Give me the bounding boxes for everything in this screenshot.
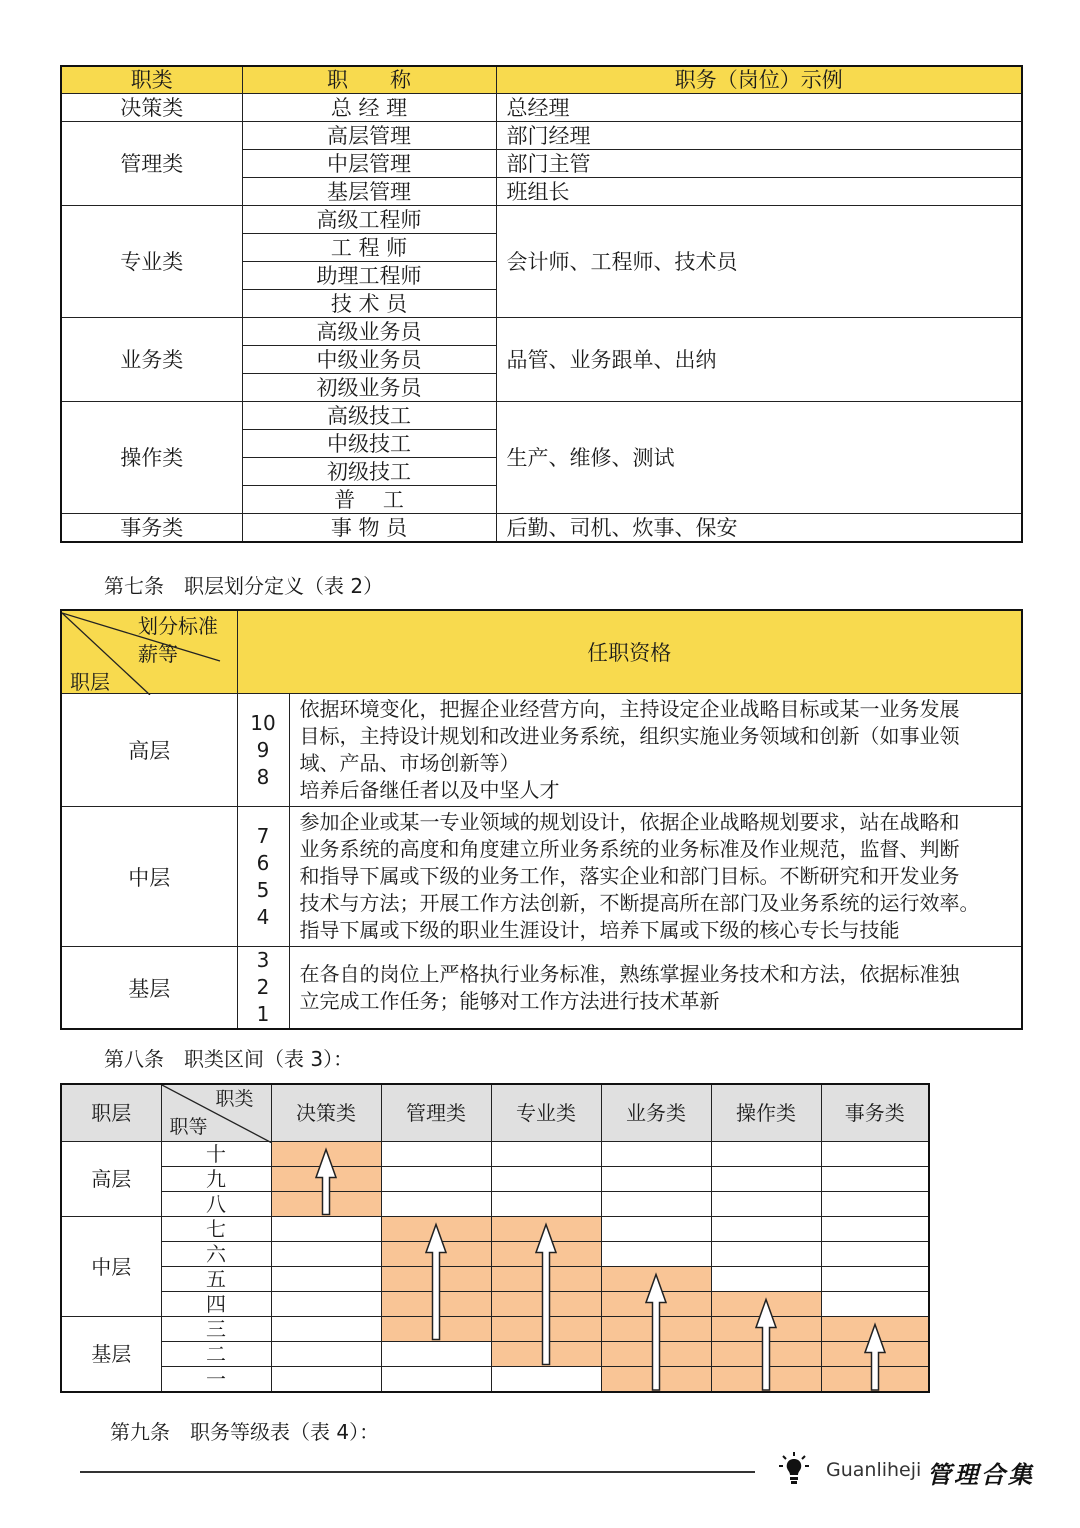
grade-cell: 八 [161,1192,271,1217]
range-cell [711,1192,821,1217]
grade-cell: 一 [161,1367,271,1393]
article-8-heading: 第八条 职类区间（表 3）： [104,1047,354,1071]
table3-row [61,1342,929,1367]
title-cell: 基层管理 [242,178,496,206]
table1-header-row [61,66,1022,94]
range-cell-active [381,1267,491,1292]
category-header: 专业类 [491,1084,601,1142]
qualification-cell [289,807,1022,947]
table3-row [61,1217,929,1242]
range-cell-active [711,1317,821,1342]
qualification-line: 技术与方法；开展工作方法创新，不断提高所在部门及业务系统的运行效率。 [299,891,980,915]
table3-row [61,1192,929,1217]
range-cell-active [711,1292,821,1317]
range-cell [491,1367,601,1393]
grade-number: 5 [256,877,270,902]
table1-row [61,318,1022,346]
range-cell-active [491,1242,601,1267]
range-cell-active [271,1142,381,1167]
level-cell: 高层 [61,694,237,807]
example-cell: 生产、维修、测试 [496,402,1022,514]
table2-header-row [61,610,1022,694]
job-level-definition-table [60,609,1023,1030]
range-cell [601,1217,711,1242]
category-header: 管理类 [381,1084,491,1142]
range-cell-active [271,1167,381,1192]
table2-corner-level: 职层 [70,670,110,694]
table2-header-qualification: 任职资格 [237,610,1022,694]
grade-cell [237,694,289,807]
title-cell: 中级业务员 [242,346,496,374]
range-cell-active [601,1267,711,1292]
title-cell: 高级技工 [242,402,496,430]
title-cell: 高级工程师 [242,206,496,234]
range-cell [491,1167,601,1192]
category-header: 业务类 [601,1084,711,1142]
qualification-line: 业务系统的高度和角度建立所业务系统的业务标准及作业规范，监督、判断 [299,837,960,861]
grade-number: 1 [256,1002,270,1026]
range-cell [711,1242,821,1267]
grade-cell: 四 [161,1292,271,1317]
table3-row [61,1292,929,1317]
table3-row [61,1142,929,1167]
title-cell: 技 术 员 [242,290,496,318]
job-category-table [60,65,1023,543]
category-cell: 专业类 [61,206,242,318]
grade-cell [237,947,289,1030]
table3-corner-grade: 职等 [169,1116,208,1138]
table2-row [61,947,1022,1030]
qualification-line: 培养后备继任者以及中坚人才 [299,778,560,802]
range-cell [821,1142,929,1167]
range-cell-active [271,1192,381,1217]
table3-corner-category: 职类 [215,1088,254,1110]
table3-row [61,1367,929,1393]
qualification-line: 指导下属或下级的职业生涯设计，培养下属或下级的核心专长与技能 [299,918,900,942]
range-cell-active [491,1292,601,1317]
range-cell [271,1342,381,1367]
range-cell [711,1267,821,1292]
grade-number: 9 [256,737,270,762]
range-cell [601,1167,711,1192]
title-cell: 中级技工 [242,430,496,458]
title-cell: 事 物 员 [242,514,496,543]
lightbulb-icon [778,1451,810,1485]
qualification-line: 立完成工作任务；能够对工作方法进行技术革新 [299,988,720,1013]
grade-cell: 七 [161,1217,271,1242]
qualification-line: 目标，主持设计规划和改进业务系统，组织实施业务领域和创新（如事业领 [299,724,960,748]
range-cell-active [821,1317,929,1342]
range-cell [711,1142,821,1167]
title-cell: 初级业务员 [242,374,496,402]
table1-header-example: 职务（岗位）示例 [496,66,1022,94]
category-header: 决策类 [271,1084,381,1142]
range-cell-active [601,1317,711,1342]
range-cell [601,1142,711,1167]
range-cell [711,1217,821,1242]
range-cell [271,1292,381,1317]
range-cell [601,1242,711,1267]
range-cell [271,1367,381,1393]
footer-brand-chinese: 管理合集 [927,1460,1035,1489]
qualification-line: 在各自的岗位上严格执行业务标准，熟练掌握业务技术和方法，依据标准独 [299,961,960,986]
range-cell-active [381,1317,491,1342]
title-cell: 总 经 理 [242,94,496,122]
title-cell: 高级业务员 [242,318,496,346]
range-cell [821,1292,929,1317]
range-cell-active [711,1367,821,1393]
range-cell [271,1267,381,1292]
range-cell-active [601,1342,711,1367]
range-cell [271,1242,381,1267]
example-cell: 班组长 [496,178,1022,206]
grade-cell [237,807,289,947]
title-cell: 中层管理 [242,150,496,178]
range-cell [821,1167,929,1192]
range-cell-active [381,1292,491,1317]
qualification-cell [289,694,1022,807]
example-cell: 会计师、工程师、技术员 [496,206,1022,318]
grade-cell: 十 [161,1142,271,1167]
category-cell: 决策类 [61,94,242,122]
range-cell [271,1217,381,1242]
range-cell-active [491,1317,601,1342]
table1-row [61,122,1022,150]
table2-corner-grade: 薪等 [138,642,178,666]
range-cell-active [491,1267,601,1292]
article-9-heading: 第九条 职务等级表（表 4）： [110,1420,380,1444]
range-cell [601,1192,711,1217]
category-cell: 业务类 [61,318,242,402]
category-cell: 操作类 [61,402,242,514]
title-cell: 普 工 [242,486,496,514]
grade-number: 7 [256,823,270,848]
table1-row [61,402,1022,430]
table3-row [61,1317,929,1342]
table2-corner-cell [61,610,237,694]
range-cell-active [601,1292,711,1317]
qualification-line: 依据环境变化，把握企业经营方向，主持设定企业战略目标或某一业务发展 [299,697,960,721]
grade-number: 3 [256,948,270,972]
table3-header-level: 职层 [61,1084,161,1142]
level-cell: 基层 [61,947,237,1030]
table3-header-row [61,1084,929,1142]
grade-cell: 三 [161,1317,271,1342]
range-cell [821,1242,929,1267]
range-cell-active [491,1342,601,1367]
range-cell-active [711,1342,821,1367]
table2-row [61,694,1022,807]
title-cell: 助理工程师 [242,262,496,290]
range-cell-active [381,1217,491,1242]
table1-row [61,514,1022,543]
grade-number: 10 [250,710,276,735]
table1-header-category: 职类 [61,66,242,94]
qualification-cell [289,947,1022,1030]
grade-number: 4 [256,904,270,929]
table3-row [61,1242,929,1267]
range-cell [821,1267,929,1292]
range-cell-active [821,1367,929,1393]
footer-divider [80,1471,755,1473]
range-cell [381,1342,491,1367]
table3-row [61,1167,929,1192]
level-cell: 基层 [61,1317,161,1393]
level-cell: 高层 [61,1142,161,1217]
grade-cell: 五 [161,1267,271,1292]
category-cell: 事务类 [61,514,242,543]
category-header: 事务类 [821,1084,929,1142]
qualification-line: 参加企业或某一专业领域的规划设计，依据企业战略规划要求，站在战略和 [299,810,960,834]
article-7-heading: 第七条 职层划分定义（表 2） [104,574,384,598]
grade-cell: 二 [161,1342,271,1367]
range-cell-active [381,1242,491,1267]
category-header: 操作类 [711,1084,821,1142]
grade-cell: 六 [161,1242,271,1267]
range-cell [491,1142,601,1167]
grade-cell: 九 [161,1167,271,1192]
range-cell-active [821,1342,929,1367]
footer-brand-english: Guanliheji [826,1459,922,1481]
table1-header-title: 职 称 [242,66,496,94]
title-cell: 高层管理 [242,122,496,150]
qualification-line: 和指导下属或下级的业务工作，落实企业和部门目标。不断研究和开发业务 [299,864,960,888]
table3-corner-cell [161,1084,271,1142]
table3-row [61,1267,929,1292]
example-cell: 总经理 [496,94,1022,122]
grade-number: 2 [256,975,270,999]
range-cell [271,1317,381,1342]
range-cell [821,1217,929,1242]
range-cell [381,1167,491,1192]
category-cell: 管理类 [61,122,242,206]
example-cell: 部门经理 [496,122,1022,150]
grade-number: 8 [256,764,270,789]
job-category-range-table [60,1083,930,1393]
example-cell: 后勤、司机、炊事、保安 [496,514,1022,543]
qualification-line: 域、产品、市场创新等） [299,751,520,775]
range-cell [381,1192,491,1217]
table1-row [61,94,1022,122]
table1-row [61,206,1022,234]
range-cell [381,1367,491,1393]
example-cell: 部门主管 [496,150,1022,178]
title-cell: 初级技工 [242,458,496,486]
range-cell [711,1167,821,1192]
grade-number: 6 [256,850,270,875]
range-cell [381,1142,491,1167]
table2-row [61,807,1022,947]
table2-corner-criteria: 划分标准 [138,614,218,638]
level-cell: 中层 [61,807,237,947]
example-cell: 品管、业务跟单、出纳 [496,318,1022,402]
title-cell: 工 程 师 [242,234,496,262]
range-cell [491,1192,601,1217]
range-cell-active [601,1367,711,1393]
level-cell: 中层 [61,1217,161,1317]
range-cell-active [491,1217,601,1242]
range-cell [821,1192,929,1217]
